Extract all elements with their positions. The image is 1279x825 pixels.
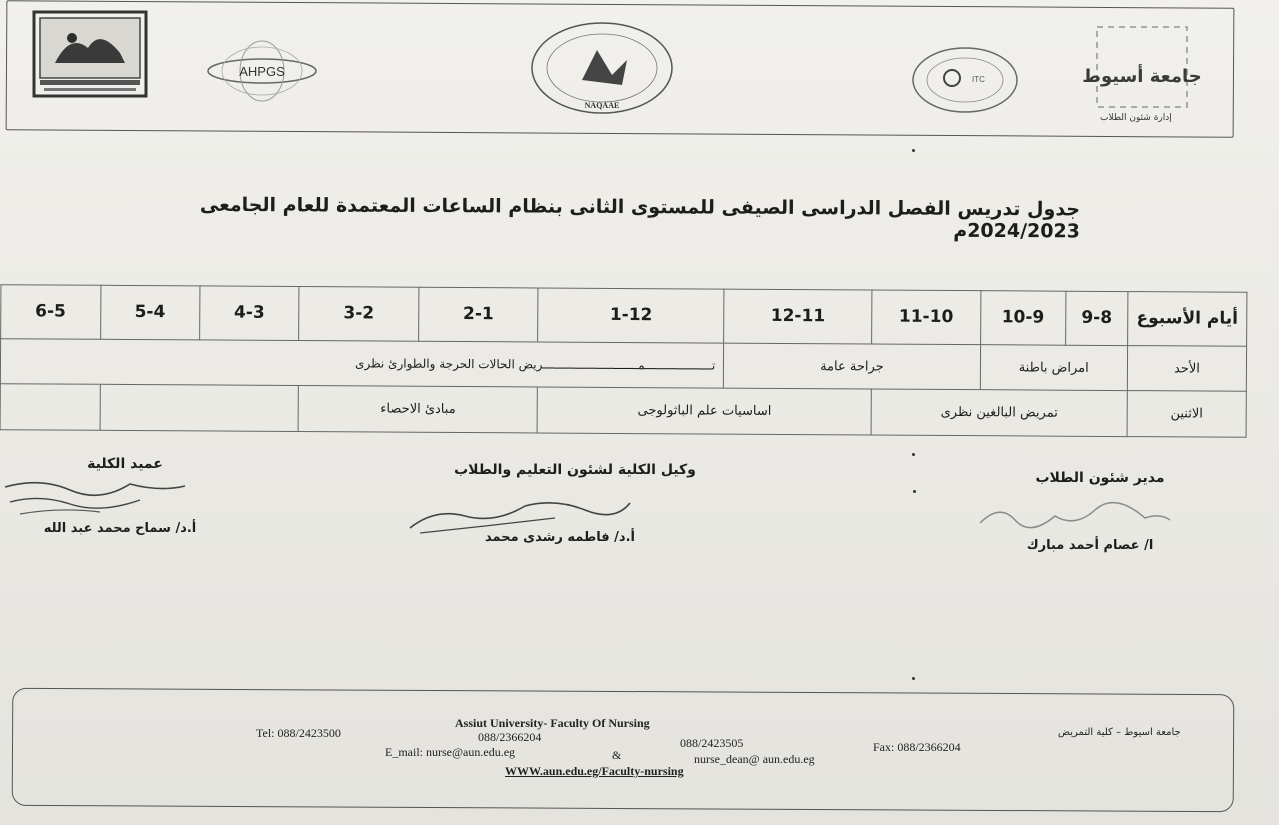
course-cell: امراض باطنة [980, 345, 1128, 391]
time-slot-header: 4-3 [199, 286, 299, 341]
signatory-name: أ.د/ فاطمه رشدى محمد [485, 530, 635, 545]
empty-cell [100, 385, 299, 432]
ahpgs-text: AHPGS [239, 64, 285, 79]
footer-university-name: Assiut University- Faculty Of Nursing [455, 716, 650, 730]
table-row [0, 339, 1246, 392]
footer-email-link[interactable]: E_mail: nurse@aun.edu.eg [385, 745, 516, 759]
course-cell: اساسيات علم الباثولوجى [537, 387, 871, 435]
time-slot-header: 1-12 [538, 288, 724, 343]
header-day-column: أيام الأسبوع [1128, 292, 1247, 347]
assiut-university-logo [1082, 12, 1202, 112]
svg-text:ITC: ITC [972, 75, 985, 84]
stray-mark [912, 149, 915, 152]
time-slot-header: 2-1 [418, 287, 538, 342]
day-cell: الأحد [1127, 346, 1246, 392]
stray-mark [912, 453, 915, 456]
time-slot-header: 9-8 [1065, 291, 1127, 345]
faculty-seal-logo [30, 8, 150, 100]
handwritten-signature [975, 498, 1175, 538]
footer-contact-box [12, 688, 1235, 812]
ahpgs-logo [205, 38, 320, 103]
vice-dean-signature-block [440, 462, 710, 478]
day-cell: الاثنين [1127, 391, 1246, 437]
empty-cell [0, 384, 100, 430]
signature-title: وكيل الكلية لشئون التعليم والطلاب [454, 462, 696, 478]
signatory-name: أ.د/ سماح محمد عبد الله [43, 521, 197, 536]
naqaae-text: NAQAAE [584, 101, 620, 110]
signature-title: عميد الكلية [87, 456, 163, 472]
table-header-row [1, 285, 1247, 347]
dean-name-block [20, 521, 220, 536]
footer-phone: 088/2423505 [680, 736, 744, 750]
naqaae-seal-logo [527, 20, 677, 120]
authorized-training-center-logo [910, 45, 1020, 115]
signature-title: مدير شئون الطلاب [1035, 470, 1165, 486]
course-cell: تـــــــــــــــــــمـــــــــــــــــــــــــــريض الحالات الحرجة والطوارئ نظرى [0, 339, 724, 389]
stray-mark [912, 677, 915, 680]
university-caption: إدارة شئون الطلاب [1100, 113, 1172, 123]
time-slot-header: 11-10 [872, 290, 981, 345]
time-slot-header: 12-11 [724, 289, 872, 344]
table-row [0, 384, 1246, 437]
vice-dean-name-block [450, 530, 670, 545]
student-affairs-name-block [990, 538, 1190, 553]
time-slot-header: 5-4 [100, 285, 200, 340]
footer-fax: Fax: 088/2366204 [873, 740, 961, 754]
time-slot-header: 3-2 [299, 287, 419, 342]
time-slot-header: 10-9 [980, 291, 1066, 345]
handwritten-signature [0, 472, 190, 522]
time-slot-header: 6-5 [1, 285, 101, 340]
university-logo-text: جامعة أسيوط [1082, 66, 1202, 87]
footer-ampersand: & [612, 748, 622, 762]
course-cell: مبادئ الاحصاء [298, 386, 537, 433]
signatory-name: ا/ عصام أحمد مبارك [1026, 538, 1154, 553]
schedule-table [0, 284, 1247, 438]
course-cell: تمريض البالغين نظرى [871, 389, 1127, 436]
course-cell: جراحة عامة [724, 343, 981, 390]
footer-email-link[interactable]: nurse_dean@ aun.edu.eg [694, 752, 815, 766]
footer-phone: 088/2366204 [478, 730, 542, 744]
page-title: جدول تدريس الفصل الدراسى الصيفى للمستوى الثانى بنظام الساعات المعتمدة للعام الجامعى 2024/2023م [199, 193, 1081, 243]
footer-arabic-name: جامعة اسيوط – كلية التمريض [1058, 727, 1181, 738]
dean-signature-block [40, 456, 210, 472]
footer-tel: Tel: 088/2423500 [256, 726, 341, 740]
student-affairs-signature-block [1000, 470, 1200, 486]
footer-website-link[interactable]: WWW.aun.edu.eg/Faculty-nursing [505, 764, 684, 778]
stray-mark [913, 490, 916, 493]
